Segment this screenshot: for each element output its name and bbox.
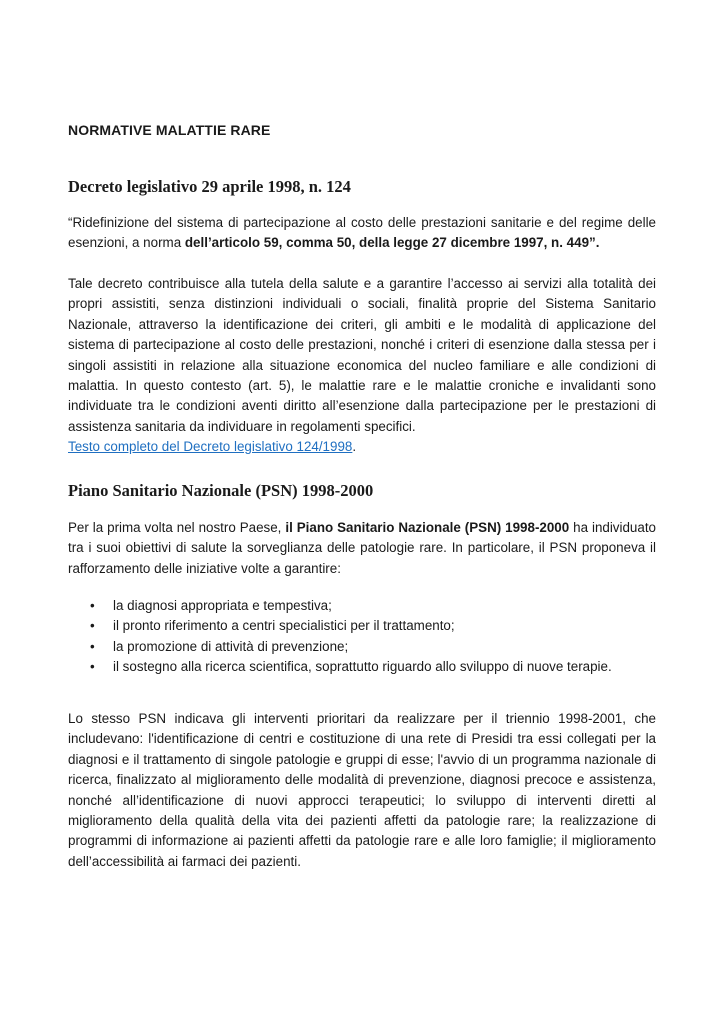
bullet-icon: • bbox=[90, 638, 95, 654]
psn-intro-start: Per la prima volta nel nostro Paese, bbox=[68, 520, 286, 535]
list-item: • la promozione di attività di prevenzione; bbox=[68, 637, 656, 657]
decreto-full-text-link[interactable]: Testo completo del Decreto legislativo 124/1998 bbox=[68, 439, 353, 455]
list-item: • la diagnosi appropriata e tempestiva; bbox=[68, 596, 656, 616]
bullet-icon: • bbox=[90, 618, 95, 634]
psn-objectives-list bbox=[68, 596, 656, 678]
decreto-body bbox=[68, 274, 656, 458]
list-item: • il pronto riferimento a centri specialistici per il trattamento; bbox=[68, 616, 656, 636]
decreto-quote-text: “Ridefinizione del sistema di partecipazione al costo delle prestazioni sanitarie e del regime delle esenzioni, a norma bbox=[68, 215, 656, 251]
section-heading-psn: Piano Sanitario Nazionale (PSN) 1998-2000 bbox=[68, 481, 374, 500]
bullet-icon: • bbox=[90, 598, 95, 613]
psn-intro bbox=[68, 518, 656, 579]
document-title: NORMATIVE MALATTIE RARE bbox=[68, 122, 271, 138]
decreto-quote-reference: dell’articolo 59, comma 50, della legge 27 dicembre 1997, n. 449”. bbox=[184, 235, 600, 251]
list-item: • il sostegno alla ricerca scientifica, soprattutto riguardo allo sviluppo di nuove terapie. bbox=[68, 657, 656, 677]
psn-intro-bold: il Piano Sanitario Nazionale (PSN) 1998-2000 bbox=[285, 520, 570, 535]
psn-closing-paragraph: Lo stesso PSN indicava gli interventi prioritari da realizzare per il triennio 1998-2001, che includevano: l'identificazione di centri e costituzione di una rete di Presidi tra essi collegati per la diagnosi e il trattamento di singole patologie e gruppi di esse; l'avvio di un programma nazionale di ricerca, finalizzato al miglioramento delle modalità di prevenzione, diagnosi precoce e assistenza, nonché all’identificazione di nuovi approcci terapeutici; lo sviluppo di interventi diretti al miglioramento della qualità della vita dei pazienti affetti da patologie rare; la realizzazione di programmi di informazione ai pazienti affetti da patologie rare e alle loro famiglie; il miglioramento dell’accessibilità ai farmaci dei pazienti. bbox=[68, 711, 656, 869]
link-suffix: . bbox=[352, 439, 357, 455]
section-heading-decreto: Decreto legislativo 29 aprile 1998, n. 124 bbox=[68, 177, 351, 196]
psn-intro-end: ha individuato tra i suoi obiettivi di salute la sorveglianza delle patologie rare. In particolare, il PSN proponeva il rafforzamento delle iniziative volte a garantire: bbox=[68, 520, 656, 576]
decreto-body-text: Tale decreto contribuisce alla tutela della salute e a garantire l’accesso ai servizi alla totalità dei propri assistiti, senza distinzioni individuali o sociali, finalità proprie del Sistema Sanitario Nazionale, attraverso la identificazione dei criteri, gli ambiti e le modalità di applicazione del sistema di partecipazione al costo delle prestazioni, nonché i criteri di esenzione dalla stessa per i singoli assistiti in relazione alla situazione economica del nucleo familiare e alle condizioni di malattia. In questo contesto (art. 5), le malattie rare e le malattie croniche e invalidanti sono individuate tra le condizioni aventi diritto all’esenzione dalla partecipazione per le prestazioni di assistenza sanitaria da individuare in regolamenti specifici. bbox=[68, 276, 656, 434]
decreto-quote bbox=[68, 213, 656, 254]
bullet-icon: • bbox=[90, 659, 95, 675]
